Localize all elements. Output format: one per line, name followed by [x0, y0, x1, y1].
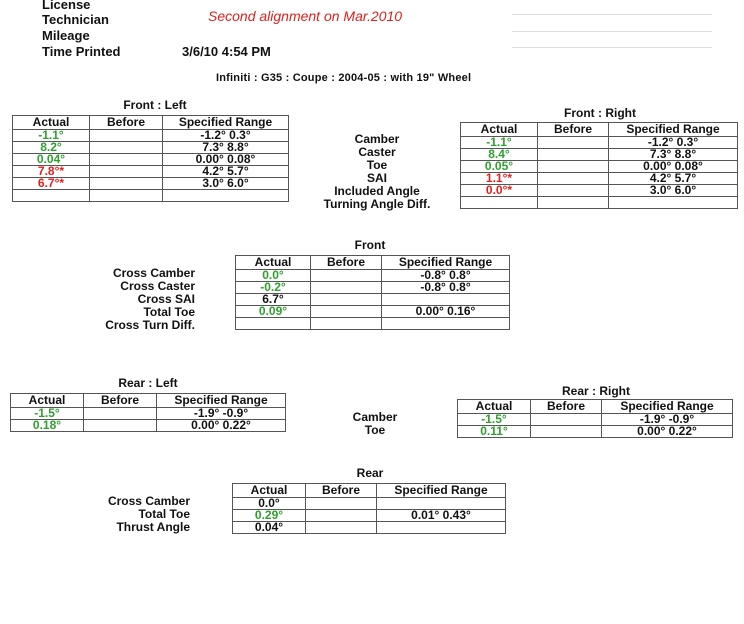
col-actual: Actual — [461, 123, 538, 137]
actual-cell: 0.29° — [233, 510, 306, 522]
actual-cell: 0.04° — [13, 154, 90, 166]
rear-cross-table — [232, 483, 506, 534]
table-row — [458, 426, 733, 438]
table-row — [236, 318, 510, 330]
before-cell — [311, 294, 382, 306]
measure-label: Cross Camber — [107, 494, 190, 508]
table-row — [236, 306, 510, 318]
technician-label: Technician — [42, 12, 109, 27]
rear-measure-labels — [325, 411, 425, 437]
measure-label: Total Toe — [143, 305, 195, 319]
before-cell — [84, 420, 157, 432]
actual-cell: 0.09° — [236, 306, 311, 318]
before-cell — [311, 318, 382, 330]
col-actual: Actual — [13, 116, 90, 130]
front-cross-table — [235, 255, 510, 330]
range-cell: 4.2° 5.7° — [163, 166, 289, 178]
range-cell: 7.3° 8.8° — [163, 142, 289, 154]
range-cell: -1.2° 0.3° — [163, 130, 289, 142]
front-left-title: Front : Left — [123, 98, 187, 112]
actual-cell: 0.0° — [233, 498, 306, 510]
measure-label: Camber — [354, 132, 400, 146]
measure-label: Camber — [352, 410, 398, 424]
rear-right-title: Rear : Right — [561, 384, 630, 398]
table-row — [11, 420, 286, 432]
rear-right-table — [457, 399, 733, 438]
range-cell: 0.00° 0.08° — [163, 154, 289, 166]
before-cell — [538, 173, 609, 185]
table-row — [13, 190, 289, 202]
col-actual: Actual — [458, 400, 531, 414]
time-printed-value: 3/6/10 4:54 PM — [182, 44, 271, 59]
col-before: Before — [311, 256, 382, 270]
measure-label: Cross SAI — [137, 292, 195, 306]
before-cell — [311, 282, 382, 294]
actual-cell: 0.04° — [233, 522, 306, 534]
before-cell — [90, 178, 163, 190]
range-cell: 0.00° 0.22° — [157, 420, 286, 432]
before-cell — [538, 137, 609, 149]
col-before: Before — [531, 400, 602, 414]
actual-cell: 6.7°* — [13, 178, 90, 190]
col-before: Before — [90, 116, 163, 130]
actual-cell: -1.5° — [11, 408, 84, 420]
actual-cell — [461, 197, 538, 209]
range-cell: 0.00° 0.22° — [602, 426, 733, 438]
alignment-note: Second alignment on Mar.2010 — [208, 8, 403, 24]
front-right-title: Front : Right — [564, 106, 636, 120]
table-row — [233, 522, 506, 534]
col-before: Before — [306, 484, 377, 498]
actual-cell: 0.0° — [236, 270, 311, 282]
col-range: Specified Range — [602, 400, 733, 414]
front-right-table — [460, 122, 738, 209]
range-cell: -0.8° 0.8° — [382, 270, 510, 282]
measure-label: Caster — [358, 145, 396, 159]
header-rule — [512, 14, 712, 15]
measure-label: Toe — [366, 158, 388, 172]
col-actual: Actual — [236, 256, 311, 270]
actual-cell: 0.05° — [461, 161, 538, 173]
actual-cell: -0.2° — [236, 282, 311, 294]
front-left-table — [12, 115, 289, 202]
range-cell — [377, 522, 506, 534]
table-row — [13, 178, 289, 190]
range-cell — [382, 318, 510, 330]
col-before: Before — [538, 123, 609, 137]
before-cell — [531, 414, 602, 426]
measure-label: Cross Camber — [112, 266, 195, 280]
measure-label: Thrust Angle — [116, 520, 190, 534]
actual-cell — [236, 318, 311, 330]
front-measure-labels — [302, 133, 452, 211]
before-cell — [90, 154, 163, 166]
col-range: Specified Range — [163, 116, 289, 130]
actual-cell: 0.11° — [458, 426, 531, 438]
range-cell: 0.01° 0.43° — [377, 510, 506, 522]
col-range: Specified Range — [609, 123, 738, 137]
actual-cell: 1.1°* — [461, 173, 538, 185]
header-rule — [512, 31, 712, 32]
before-cell — [538, 197, 609, 209]
before-cell — [90, 142, 163, 154]
col-actual: Actual — [11, 394, 84, 408]
actual-cell: -1.1° — [461, 137, 538, 149]
rear-left-title: Rear : Left — [118, 376, 178, 390]
range-cell: -0.8° 0.8° — [382, 282, 510, 294]
measure-label: Included Angle — [334, 184, 420, 198]
measure-label: Toe — [364, 423, 386, 437]
range-cell: 3.0° 6.0° — [609, 185, 738, 197]
actual-cell: 8.2° — [13, 142, 90, 154]
range-cell: 0.00° 0.16° — [382, 306, 510, 318]
time-printed-label: Time Printed — [42, 44, 121, 59]
before-cell — [538, 161, 609, 173]
header-rule — [512, 47, 712, 48]
range-cell: 4.2° 5.7° — [609, 173, 738, 185]
col-range: Specified Range — [377, 484, 506, 498]
rear-cross-labels — [70, 495, 190, 534]
actual-cell: 0.0°* — [461, 185, 538, 197]
actual-cell: 8.4° — [461, 149, 538, 161]
table-row — [461, 185, 738, 197]
before-cell — [306, 498, 377, 510]
range-cell: -1.2° 0.3° — [609, 137, 738, 149]
mileage-label: Mileage — [42, 28, 90, 43]
before-cell — [311, 306, 382, 318]
measure-label: Total Toe — [138, 507, 190, 521]
rear-title: Rear — [356, 466, 384, 480]
before-cell — [531, 426, 602, 438]
range-cell: 0.00° 0.08° — [609, 161, 738, 173]
col-range: Specified Range — [157, 394, 286, 408]
license-label: License — [42, 0, 91, 12]
before-cell — [311, 270, 382, 282]
table-row — [461, 197, 738, 209]
rear-left-table — [10, 393, 286, 432]
range-cell: -1.9° -0.9° — [602, 414, 733, 426]
before-cell — [306, 510, 377, 522]
col-actual: Actual — [233, 484, 306, 498]
before-cell — [90, 130, 163, 142]
front-title: Front — [354, 238, 386, 252]
vehicle-description: Infiniti : G35 : Coupe : 2004-05 : with 19" Wheel — [216, 72, 472, 84]
range-cell: 3.0° 6.0° — [163, 178, 289, 190]
before-cell — [538, 149, 609, 161]
measure-label: Cross Turn Diff. — [105, 318, 195, 332]
actual-cell — [13, 190, 90, 202]
actual-cell: -1.1° — [13, 130, 90, 142]
range-cell: 7.3° 8.8° — [609, 149, 738, 161]
col-range: Specified Range — [382, 256, 510, 270]
front-cross-labels — [60, 267, 195, 332]
actual-cell: -1.5° — [458, 414, 531, 426]
before-cell — [84, 408, 157, 420]
measure-label: Turning Angle Diff. — [323, 197, 431, 211]
before-cell — [90, 190, 163, 202]
actual-cell: 0.18° — [11, 420, 84, 432]
range-cell — [163, 190, 289, 202]
measure-label: Cross Caster — [120, 279, 195, 293]
actual-cell: 7.8°* — [13, 166, 90, 178]
before-cell — [90, 166, 163, 178]
before-cell — [538, 185, 609, 197]
range-cell — [609, 197, 738, 209]
col-before: Before — [84, 394, 157, 408]
before-cell — [306, 522, 377, 534]
actual-cell: 6.7° — [236, 294, 311, 306]
measure-label: SAI — [366, 171, 387, 185]
range-cell: -1.9° -0.9° — [157, 408, 286, 420]
